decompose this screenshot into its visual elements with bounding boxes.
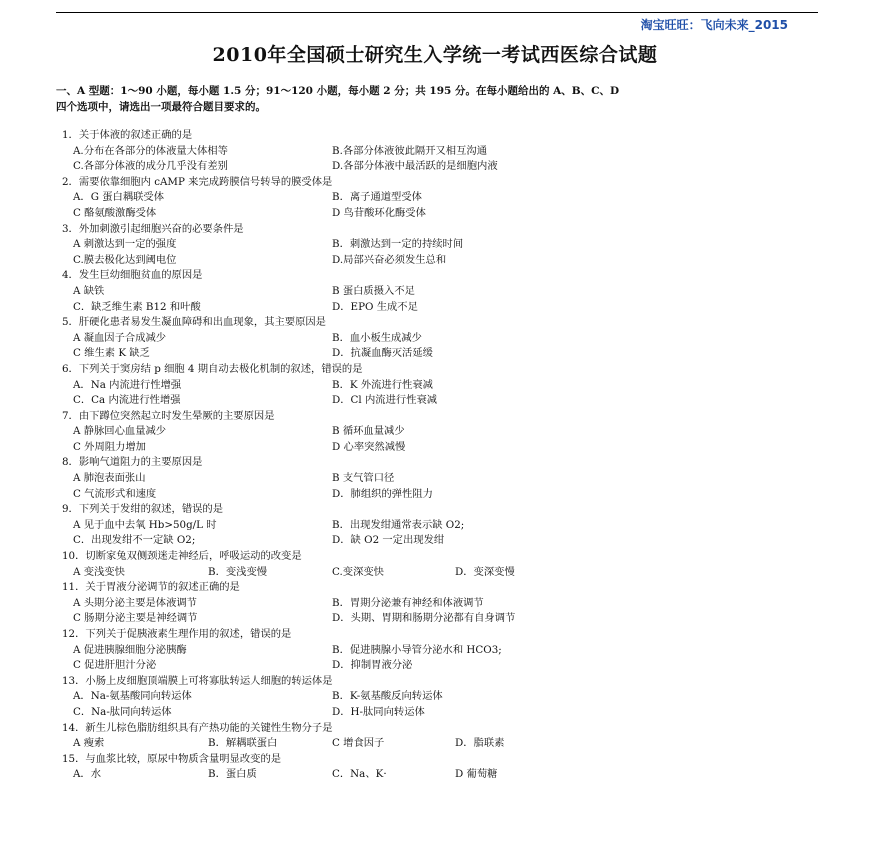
option-d: D．抑制胃液分泌: [332, 659, 413, 672]
question-item: [62, 128, 822, 175]
option-c: C 外周阻力增加: [73, 440, 146, 453]
question-item: [62, 580, 822, 627]
option-a: A.分布在各部分的体液量大体相等: [73, 144, 228, 157]
option-d: D 心率突然减慢: [332, 440, 406, 453]
option-a: A 头期分泌主要是体液调节: [73, 596, 197, 609]
option-b: B 循环血量减少: [332, 425, 405, 438]
option-b: B．K-氨基酸反向转运体: [332, 690, 443, 703]
option-b: B 蛋白质摄入不足: [332, 284, 415, 297]
option-d: D．缺 O2 一定出现发绀: [332, 534, 445, 547]
intro-line: 四个选项中，请选出一项最符合题目要求的。: [56, 101, 266, 113]
option-row: [62, 144, 822, 160]
question-item: [62, 549, 822, 580]
option-d: D 鸟苷酸环化酶受体: [332, 206, 426, 219]
option-row: [62, 533, 822, 549]
option-c: C 促进肝胆汁分泌: [73, 659, 157, 672]
option-c: C．出现发绀不一定缺 O2;: [73, 534, 196, 547]
option-row: [62, 736, 822, 752]
option-c: C 酪氨酸激酶受体: [73, 206, 157, 219]
question-item: [62, 409, 822, 456]
option-d: D．抗凝血酶灭活延缓: [332, 347, 433, 360]
option-a: A．G 蛋白耦联受体: [73, 191, 165, 204]
section-intro: [56, 83, 826, 115]
option-row: [62, 159, 822, 175]
question-stem: 6．下列关于窦房结 p 细胞 4 期自动去极化机制的叙述，错误的是: [62, 362, 363, 375]
option-a: A．水: [73, 768, 102, 781]
option-a: A 静脉回心血量减少: [73, 425, 167, 438]
option-b: B．出现发绀通常表示缺 O2;: [332, 518, 465, 531]
question-item: [62, 362, 822, 409]
option-b: B．胃期分泌兼有神经和体液调节: [332, 596, 484, 609]
option-d: D．变深变慢: [455, 565, 515, 578]
option-c: C．Ca 内流进行性增强: [73, 394, 181, 407]
option-row: [62, 658, 822, 674]
option-a: A 瘦索: [73, 737, 105, 750]
option-d: D 葡萄糖: [455, 768, 498, 781]
question-item: [62, 455, 822, 502]
option-b: B.各部分体液彼此隔开又相互沟通: [332, 144, 487, 157]
question-stem: 10．切断家兔双侧颈迷走神经后，呼吸运动的改变是: [62, 550, 302, 563]
question-stem: 7．由下蹲位突然起立时发生晕厥的主要原因是: [62, 409, 275, 422]
intro-line: 一、A 型题：1～90 小题，每小题 1.5 分；91～120 小题，每小题 2 分；共 195 分。在每小题给出的 A、B、C、D: [56, 85, 620, 97]
option-row: [62, 300, 822, 316]
option-c: C 肠期分泌主要是神经调节: [73, 612, 198, 625]
option-b: B．刺激达到一定的持续时间: [332, 238, 464, 251]
option-d: D．肺组织的弹性阻力: [332, 487, 433, 500]
question-item: [62, 315, 822, 362]
option-row: [62, 767, 822, 783]
option-row: [62, 190, 822, 206]
option-d: D．Cl 内流进行性衰减: [332, 394, 438, 407]
question-stem: 5．肝硬化患者易发生凝血障碍和出血现象，其主要原因是: [62, 316, 326, 329]
question-stem: 12．下列关于促胰液素生理作用的叙述，错误的是: [62, 628, 292, 640]
option-row: [62, 643, 822, 659]
option-a: A 刺激达到一定的强度: [73, 238, 177, 251]
option-row: [62, 253, 822, 269]
option-row: [62, 424, 822, 440]
option-row: [62, 237, 822, 253]
option-a: A．Na 内流进行性增强: [73, 378, 182, 391]
option-row: [62, 705, 822, 721]
option-a: A 促进胰腺细胞分泌胰酶: [73, 643, 187, 656]
page-title: 2010年全国硕士研究生入学统一考试西医综合试题: [212, 44, 658, 66]
option-row: [62, 393, 822, 409]
option-row: [62, 565, 822, 581]
question-item: [62, 721, 822, 752]
option-row: [62, 471, 822, 487]
shop-tag: 淘宝旺旺：飞向未来_2015: [640, 18, 788, 32]
option-row: [62, 206, 822, 222]
option-row: [62, 284, 822, 300]
question-stem: 14．新生儿棕色脂肪组织具有产热功能的关键性生物分子是: [62, 721, 333, 734]
question-item: [62, 752, 822, 783]
option-a: A 见于血中去氧 Hb>50g/L 时: [73, 518, 217, 531]
option-c: C.各部分体液的成分几乎没有差别: [73, 160, 228, 173]
question-item: [62, 268, 822, 315]
question-stem: 2．需要依靠细胞内 cAMP 来完成跨膜信号转导的膜受体是: [62, 175, 333, 188]
question-stem: 15．与血浆比较，原尿中物质含量明显改变的是: [62, 752, 282, 765]
option-b: B．解耦联蛋白: [208, 737, 278, 750]
question-item: [62, 502, 822, 549]
option-row: [62, 518, 822, 534]
question-list: [62, 128, 822, 783]
option-a: A．Na-氨基酸同向转运体: [73, 690, 192, 703]
option-c: C 增食因子: [332, 737, 385, 750]
question-stem: 4．发生巨幼细胞贫血的原因是: [62, 269, 203, 282]
option-c: C．Na、K·: [332, 768, 387, 781]
option-c: C 气流形式和速度: [73, 487, 157, 500]
option-row: [62, 440, 822, 456]
question-item: [62, 674, 822, 721]
question-item: [62, 222, 822, 269]
option-b: B．变浅变慢: [208, 565, 268, 578]
question-stem: 8．影响气道阻力的主要原因是: [62, 456, 203, 469]
option-row: [62, 487, 822, 503]
option-d: D.各部分体液中最活跃的是细胞内液: [332, 160, 498, 173]
option-b: B．离子通道型受体: [332, 191, 422, 204]
option-d: D．脂联素: [455, 737, 505, 750]
question-item: [62, 175, 822, 222]
option-d: D．EPO 生成不足: [332, 300, 418, 313]
option-c: C.膜去极化达到阈电位: [73, 253, 177, 266]
question-stem: 11．关于胃液分泌调节的叙述正确的是: [62, 581, 240, 594]
question-item: [62, 627, 822, 674]
question-stem: 1．关于体液的叙述正确的是: [62, 129, 193, 141]
option-a: A 肺泡表面张山: [73, 472, 146, 485]
option-c: C 维生素 K 缺乏: [73, 347, 150, 360]
option-a: A 凝血因子合成减少: [73, 331, 167, 344]
option-c: C．缺乏维生素 B12 和叶酸: [73, 300, 201, 313]
option-b: B．促进胰腺小导管分泌水和 HCO3;: [332, 643, 502, 656]
question-stem: 13．小肠上皮细胞顶端膜上可将寡肽转运人细胞的转运体是: [62, 674, 333, 687]
option-d: D．头期、胃期和肠期分泌都有自身调节: [332, 612, 516, 625]
option-a: A 缺铁: [73, 284, 105, 297]
option-b: B．K 外流进行性衰减: [332, 378, 433, 391]
option-row: [62, 596, 822, 612]
option-row: [62, 378, 822, 394]
header-rule: [56, 12, 818, 13]
option-row: [62, 611, 822, 627]
option-row: [62, 346, 822, 362]
option-d: D.局部兴奋必须发生总和: [332, 253, 447, 266]
option-b: B 支气管口径: [332, 472, 395, 485]
option-c: C．Na-肽同向转运体: [73, 705, 172, 718]
option-c: C.变深变快: [332, 565, 384, 578]
option-b: B．血小板生成减少: [332, 331, 422, 344]
option-a: A 变浅变快: [73, 565, 125, 578]
option-row: [62, 689, 822, 705]
question-stem: 3．外加刺激引起细胞兴奋的必要条件是: [62, 222, 244, 235]
option-row: [62, 331, 822, 347]
option-b: B．蛋白质: [208, 768, 257, 781]
option-d: D．H-肽同向转运体: [332, 705, 425, 718]
question-stem: 9．下列关于发绀的叙述，错误的是: [62, 503, 224, 516]
